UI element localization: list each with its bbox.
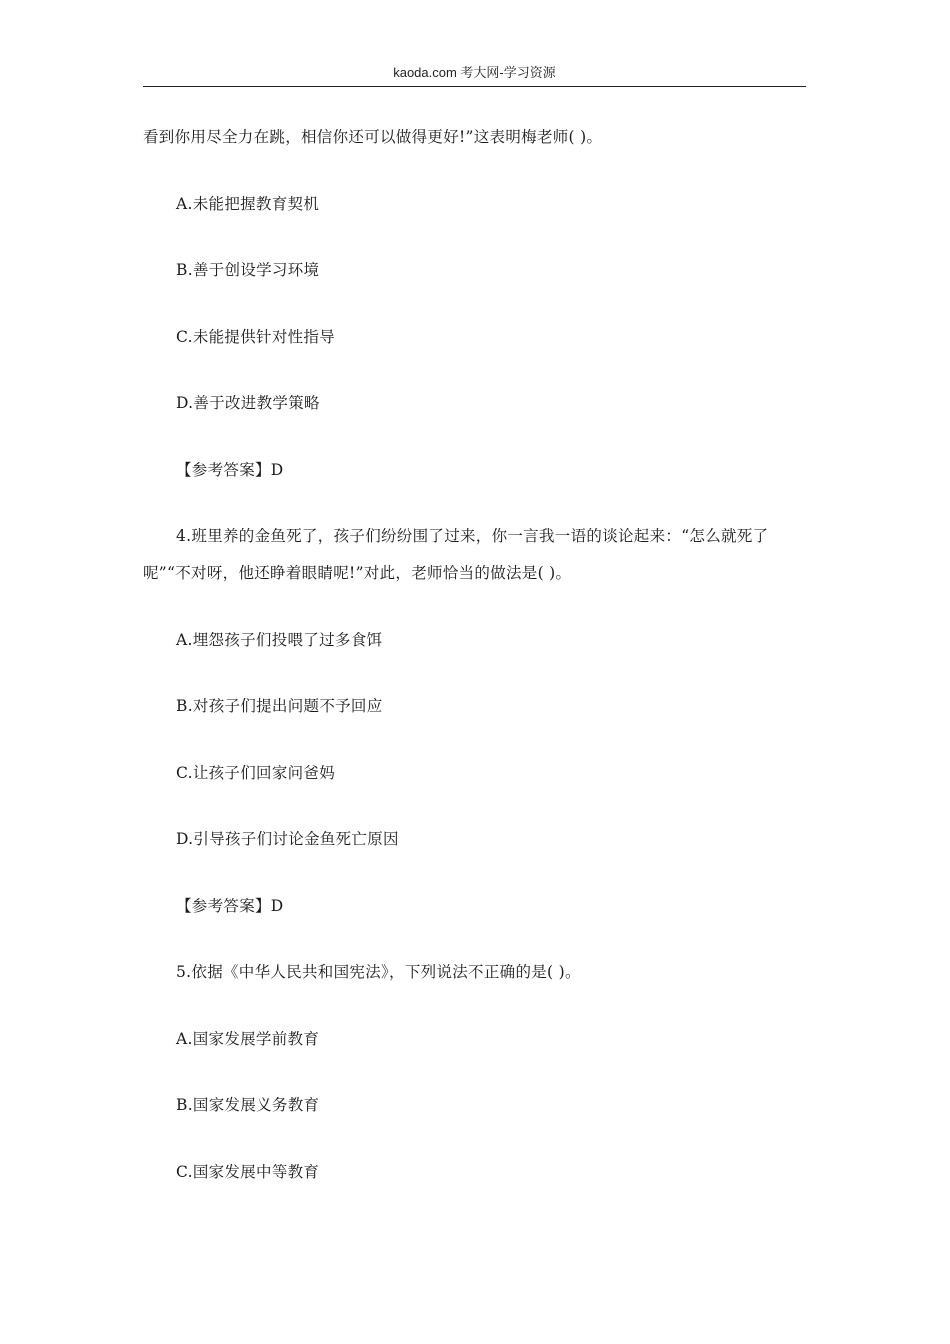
q4-option-d: D.引导孩子们讨论金鱼死亡原因 (176, 830, 399, 848)
header-site-label: kaoda.com 考大网-学习资源 (393, 65, 556, 80)
q4-option-b: B.对孩子们提出问题不予回应 (176, 697, 383, 715)
q5-stem: 5.依据《中华人民共和国宪法》，下列说法不正确的是( )。 (176, 963, 581, 981)
q4-stem-line1: 4.班里养的金鱼死了，孩子们纷纷围了过来，你一言我一语的谈论起来：“怎么就死了 (176, 527, 769, 545)
q5-option-a: A.国家发展学前教育 (176, 1030, 320, 1048)
q3-option-d: D.善于改进教学策略 (176, 394, 320, 412)
q3-option-b: B.善于创设学习环境 (176, 261, 320, 279)
q4-option-c: C.让孩子们回家问爸妈 (176, 764, 336, 782)
q3-option-c: C.未能提供针对性指导 (176, 328, 336, 346)
q4-answer: 【参考答案】D (176, 897, 284, 915)
q5-option-c: C.国家发展中等教育 (176, 1163, 320, 1181)
page-header (143, 64, 806, 87)
q3-answer: 【参考答案】D (176, 461, 284, 479)
q5-option-b: B.国家发展义务教育 (176, 1096, 320, 1114)
q3-stem-tail: 看到你用尽全力在跳，相信你还可以做得更好!”这表明梅老师( )。 (143, 128, 603, 146)
q4-stem-line2: 呢”“不对呀，他还睁着眼睛呢!”对此，老师恰当的做法是( )。 (143, 564, 572, 582)
q3-option-a: A.未能把握教育契机 (176, 195, 320, 213)
q4-option-a: A.埋怨孩子们投喂了过多食饵 (176, 631, 383, 649)
